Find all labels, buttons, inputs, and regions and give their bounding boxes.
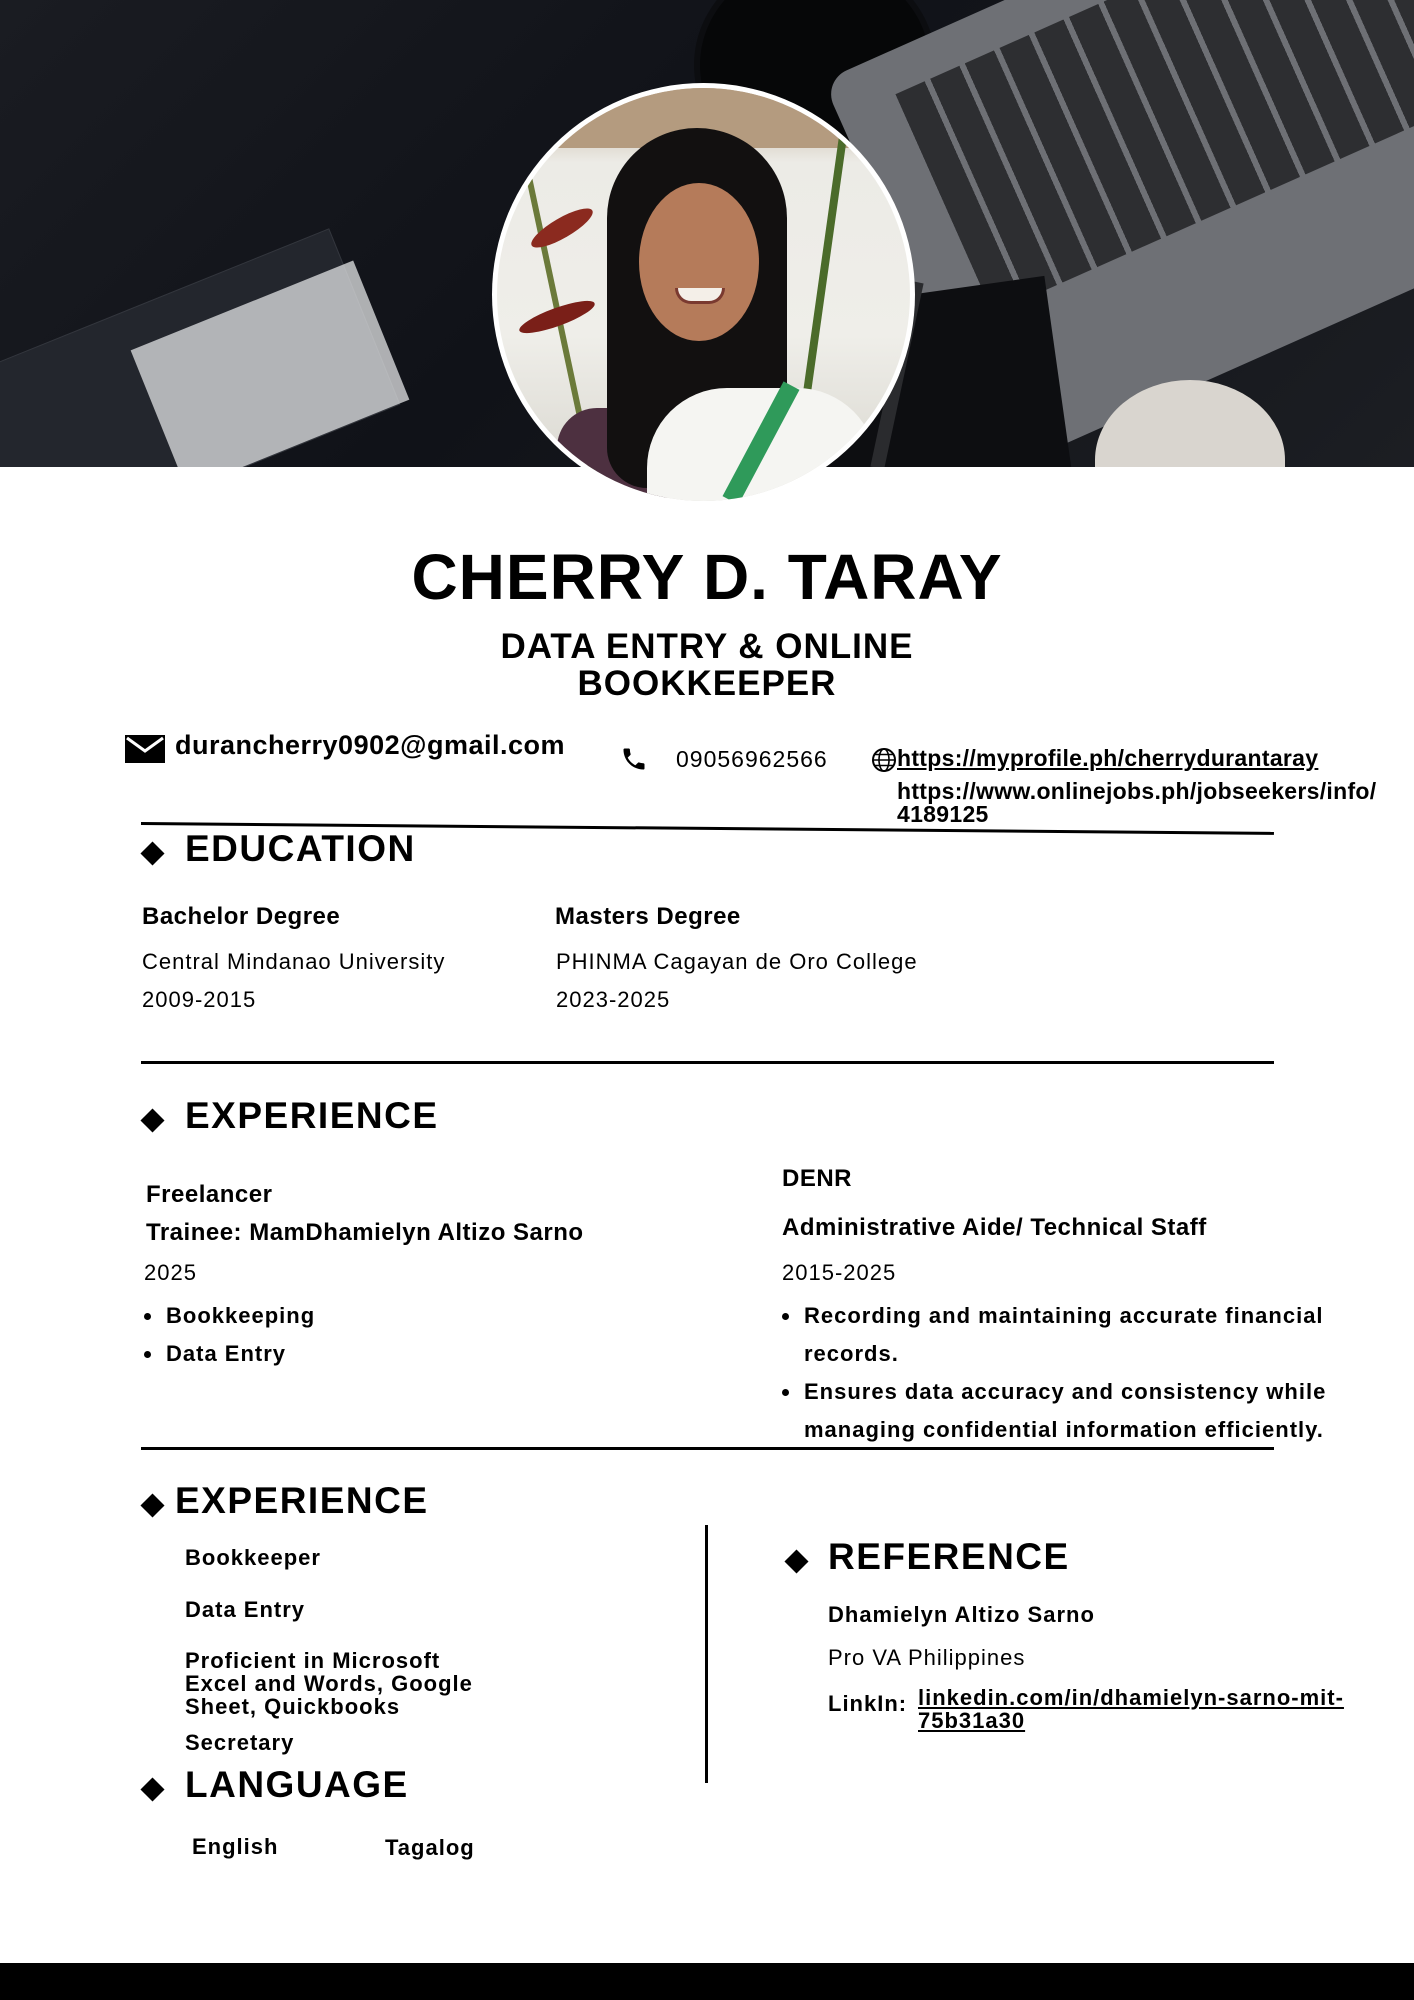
onlinejobs-link[interactable]: https://www.onlinejobs.ph/jobseekers/info/4189125 bbox=[897, 778, 1377, 827]
candidate-name: CHERRY D. TARAY bbox=[411, 541, 1003, 613]
divider bbox=[141, 1447, 1274, 1450]
education-years: 2023-2025 bbox=[556, 987, 671, 1012]
list-item: Recording and maintaining accurate financial records. bbox=[782, 1297, 1352, 1373]
job-years: 2015-2025 bbox=[782, 1260, 897, 1285]
language-item: Tagalog bbox=[385, 1835, 475, 1860]
diamond-bullet-icon bbox=[140, 1108, 164, 1132]
job-role: Administrative Aide/ Technical Staff bbox=[782, 1214, 1207, 1241]
skill-item: Secretary bbox=[185, 1730, 295, 1755]
education-heading: EDUCATION bbox=[185, 828, 416, 869]
reference-name: Dhamielyn Altizo Sarno bbox=[828, 1602, 1095, 1627]
profile-photo bbox=[497, 88, 910, 501]
education-degree: Masters Degree bbox=[555, 903, 741, 930]
reference-linkedin-link[interactable]: linkedin.com/in/dhamielyn-sarno-mit-75b31a30 bbox=[918, 1685, 1344, 1733]
skill-item: Proficient in Microsoft Excel and Words, Google Sheet, Quickbooks bbox=[185, 1648, 473, 1719]
job-years: 2025 bbox=[144, 1260, 197, 1285]
diamond-bullet-icon bbox=[140, 841, 164, 865]
skill-item: Data Entry bbox=[185, 1597, 306, 1622]
list-item: Bookkeeping bbox=[144, 1297, 544, 1335]
reference-link-label: LinkIn: bbox=[828, 1691, 908, 1716]
language-item: English bbox=[192, 1834, 279, 1859]
phone-number: 09056962566 bbox=[676, 746, 828, 772]
job-duties-list bbox=[144, 1297, 544, 1373]
job-organization: DENR bbox=[782, 1165, 853, 1192]
skills-heading: EXPERIENCE bbox=[175, 1480, 429, 1521]
diamond-bullet-icon bbox=[784, 1549, 808, 1573]
job-title: DATA ENTRY & ONLINE BOOKKEEPER bbox=[500, 627, 914, 703]
globe-icon bbox=[871, 747, 897, 773]
column-divider bbox=[705, 1525, 708, 1783]
list-item: Ensures data accuracy and consistency while managing confidential information efficiently. bbox=[782, 1373, 1352, 1449]
diamond-bullet-icon bbox=[140, 1493, 164, 1517]
job-duties-list bbox=[782, 1297, 1352, 1449]
profile-link[interactable]: https://myprofile.ph/cherrydurantaray bbox=[897, 745, 1319, 771]
reference-heading: REFERENCE bbox=[828, 1536, 1070, 1577]
diamond-bullet-icon bbox=[140, 1777, 164, 1801]
education-degree: Bachelor Degree bbox=[142, 903, 341, 930]
education-school: PHINMA Cagayan de Oro College bbox=[556, 949, 918, 974]
reference-company: Pro VA Philippines bbox=[828, 1645, 1026, 1670]
education-school: Central Mindanao University bbox=[142, 949, 446, 974]
list-item: Data Entry bbox=[144, 1335, 544, 1373]
phone-icon bbox=[620, 745, 648, 773]
education-years: 2009-2015 bbox=[142, 987, 257, 1012]
job-organization: Freelancer bbox=[146, 1181, 273, 1208]
skill-item: Bookkeeper bbox=[185, 1545, 321, 1570]
email-address[interactable]: durancherry0902@gmail.com bbox=[175, 730, 565, 760]
envelope-icon bbox=[125, 735, 165, 763]
footer-bar bbox=[0, 1963, 1414, 2000]
divider bbox=[141, 1061, 1274, 1064]
language-heading: LANGUAGE bbox=[185, 1764, 409, 1805]
experience-heading: EXPERIENCE bbox=[185, 1095, 439, 1136]
job-role: Trainee: MamDhamielyn Altizo Sarno bbox=[146, 1219, 584, 1246]
